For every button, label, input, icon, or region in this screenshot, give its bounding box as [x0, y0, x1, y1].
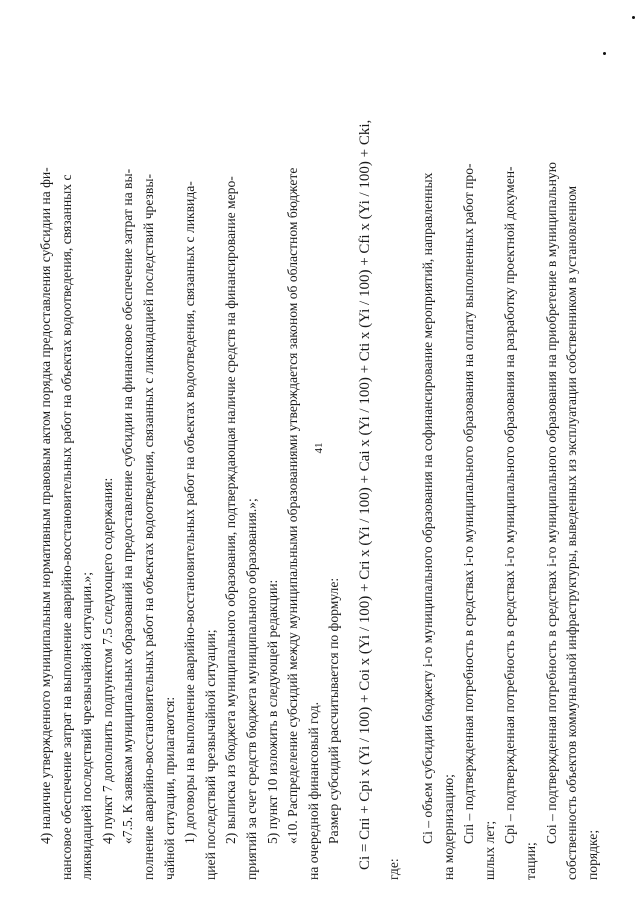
text-line: на очередной финансовый год.	[305, 701, 321, 880]
scan-speck	[632, 16, 635, 19]
text-line: цией последствий чрезвычайной ситуации;	[202, 629, 218, 880]
text-line: нансовое обеспечение затрат на выполнение аварийно-восстановительных работ на объектах водоотведения, связанных с	[58, 174, 74, 880]
text-line: «10. Распределение субсидий между муниципальными образованиями утверждается законом об областном бюджете	[285, 167, 301, 844]
definition-line: Coi – подтвержденная потребность в средствах i-го муниципального образования на приобретение в муниципальную	[543, 162, 559, 844]
text-line: 1) договоры на выполнение аварийно-восстановительных работ на объектах водоотведения, связанных с ликвида-	[182, 181, 198, 844]
rotated-document-text	[36, 20, 616, 880]
text-line: «7.5. К заявкам муниципальных образований на предоставление субсидии на финансовое обеспечение затрат на вы-	[120, 168, 136, 844]
definition-line: Cpi – подтвержденная потребность в средствах i-го муниципального образования на разработку проектной докумен-	[502, 166, 518, 844]
body-paragraphs	[36, 20, 345, 880]
page-number: 41	[313, 442, 325, 454]
definition-line: тации;	[523, 842, 539, 880]
definition-line: шлых лет;	[481, 820, 497, 880]
definition-line: порядке;	[584, 829, 600, 880]
text-line: ликвидацией последствий чрезвычайной ситуации.»;	[79, 571, 95, 880]
text-line: 4) пункт 7 дополнить подпунктом 7.5 следующего содержания:	[99, 477, 115, 844]
text-line: 4) наличие утвержденного муниципальным нормативным правовым актом порядка предоставления субсидии на фи-	[38, 167, 53, 844]
text-line: 5) пункт 10 изложить в следующей редакции:	[264, 579, 280, 844]
formula-where-label: где:	[385, 858, 401, 880]
text-line: приятий за счет средств бюджета муниципального образования.»;	[243, 498, 259, 880]
definition-line: на модернизацию;	[440, 774, 456, 880]
text-line: Размер субсидий рассчитывается по формуле:	[326, 577, 342, 844]
text-line: чайной ситуации, прилагаются:	[161, 696, 177, 880]
text-line: полнение аварийно-восстановительных работ на объектах водоотведения, связанных с ликвидацией последствий чрезвы-	[140, 174, 156, 880]
definition-line: Cпi – подтвержденная потребность в средствах i-го муниципального образования на оплату выполненных работ про-	[461, 163, 477, 844]
definition-line: собственность объектов коммунальной инфраструктуры, выведенных из эксплуатации собственником в установленном	[564, 185, 580, 880]
text-line: 2) выписка из бюджета муниципального образования, подтверждающая наличие средств на финансирование меро-	[223, 176, 239, 844]
subsidy-formula: Ci = Cпi + Cpi x (Yi / 100) + Coi x (Yi / 100) + Cri x (Yi / 100) + Cai x (Yi / 100) + Cti x (Yi / 100) + Cfi x (Yi / 100) + Cki,	[356, 119, 373, 870]
definition-line: Ci – объем субсидии бюджету i-го муниципального образования на софинансирование мероприятий, направленных	[420, 172, 436, 844]
formula-definitions	[418, 20, 603, 880]
